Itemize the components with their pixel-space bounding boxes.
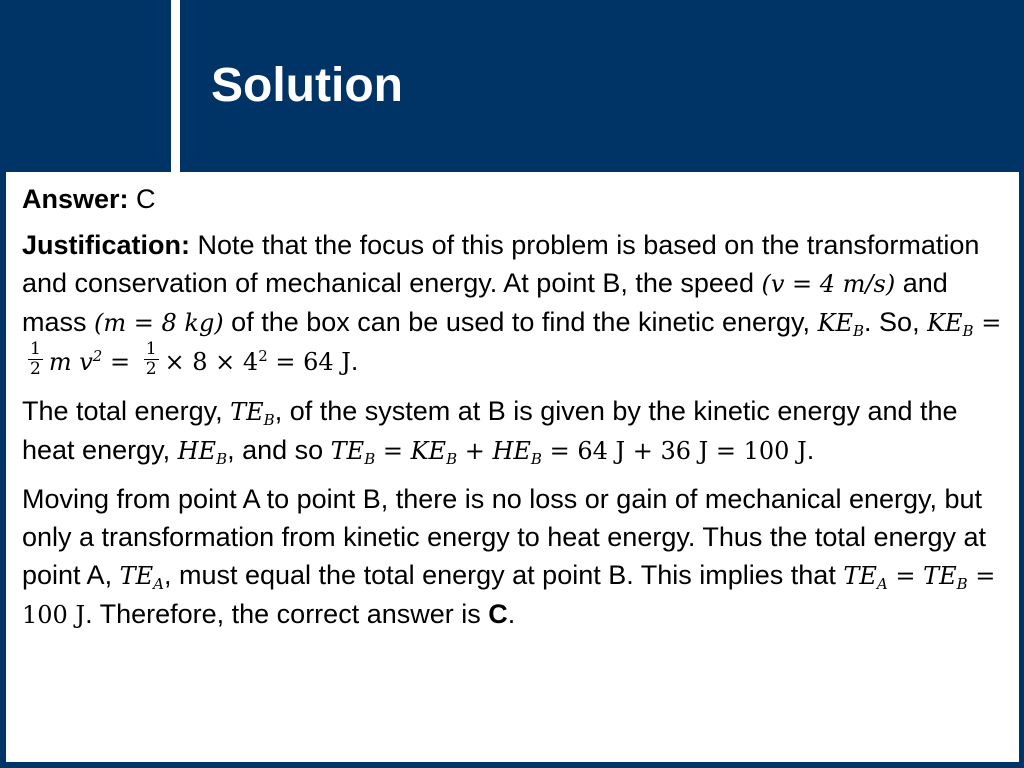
equals-sign: =	[973, 309, 1002, 337]
he-symbol: $HE_B$	[177, 437, 228, 469]
fraction-half-2: $\frac{1}{2}$	[145, 339, 157, 380]
ke-result: = 64 J	[267, 348, 351, 376]
equals-sign-4: =	[887, 562, 924, 591]
justification-label: Justification:	[22, 230, 191, 260]
justification-text-5: .	[350, 346, 359, 376]
fraction-half: $\frac{1}{2}$	[30, 339, 41, 380]
solution-content	[6, 172, 1019, 762]
total-text-2: , of the system at B is given by the kinetic energy and the heat energy,	[22, 396, 958, 466]
conclusion-text-1: Moving from point A to point B, there is no loss or gain of mechanical energy, but only a transformation from kinetic energy to heat energy. Thus the total energy at point A,	[22, 484, 987, 591]
mass-expression: (m = 8 kg)	[94, 309, 224, 337]
total-result: = 64 J + 36 J = 100 J	[541, 437, 807, 466]
justification-text-4: . So,	[864, 307, 928, 337]
te-symbol: $TE_B$	[230, 398, 275, 430]
total-text-1: The total energy,	[22, 396, 231, 427]
justification-text-3: of the box can be used to find the kinetic energy,	[223, 307, 818, 337]
conclusion-text-4: .	[507, 599, 516, 630]
answer-value: C	[128, 184, 156, 214]
te-a-symbol-2: $TE_A$	[843, 562, 888, 594]
conclusion-text-2: , must equal the total energy at point B. This implies that	[163, 560, 844, 591]
he-symbol-2: $HE_B$	[492, 437, 542, 469]
total-text-4: .	[806, 435, 815, 466]
ke-symbol-3: $KE_B$	[410, 437, 458, 469]
total-text-3: , and so	[227, 435, 331, 466]
te-symbol-2: $TE_B$	[330, 437, 376, 469]
justification-text-1: Note that the focus of this problem is based on the transformation and conservation of mechanical energy. At point B, the speed	[22, 230, 980, 298]
page-title: Solution	[211, 59, 403, 112]
header-divider	[171, 0, 180, 172]
te-b-symbol: $TE_B$	[923, 562, 968, 594]
mass-velocity: m $v^2$	[48, 347, 103, 376]
plus-sign: +	[457, 437, 493, 466]
ke-symbol: $KE_B$	[817, 309, 865, 340]
justification-text-2: and mass	[22, 268, 948, 337]
conclusion-result: = 100 J	[22, 562, 996, 630]
justification-paragraph	[22, 226, 1003, 382]
ke-symbol-2: $KE_B$	[927, 309, 974, 340]
equals-sign-2: =	[102, 348, 138, 376]
answer-line	[22, 180, 1003, 218]
multiplication-expression: × $8 \times 4^2$	[164, 347, 268, 376]
conclusion-paragraph	[22, 480, 1003, 634]
final-answer: C	[488, 599, 508, 630]
speed-expression: (v = 4 m/s)	[761, 270, 896, 298]
te-a-symbol: $TE_A$	[119, 562, 164, 594]
total-energy-paragraph	[22, 392, 1003, 470]
conclusion-text-3: . Therefore, the correct answer is	[85, 599, 489, 630]
header-bar	[0, 0, 1024, 172]
equals-sign-3: =	[375, 437, 411, 466]
answer-label: Answer:	[22, 184, 129, 214]
